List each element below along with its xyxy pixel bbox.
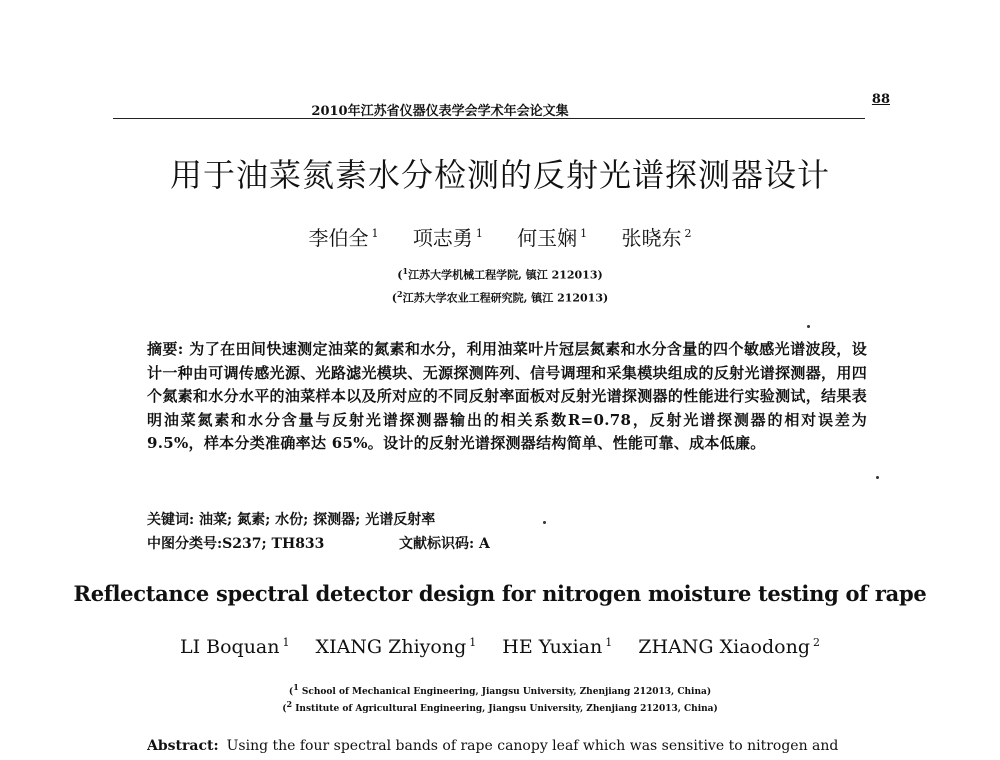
abstract-cn [147, 338, 867, 456]
clc-value: S237; TH833 [222, 536, 325, 552]
author-cn: 项志勇 $^1$ [412, 226, 483, 250]
author-cn: 李伯全 $^1$ [308, 226, 379, 250]
doc-code-label: 文献标识码: [399, 536, 475, 552]
authors-en [0, 636, 1000, 658]
author-en: HE Yuxian $^1$ [502, 636, 613, 659]
clc-label: 中图分类号: [147, 536, 223, 552]
classification-line [147, 533, 867, 553]
keywords-cn [147, 509, 867, 529]
scan-speck [543, 521, 546, 524]
paper-title-cn: 用于油菜氮素水分检测的反射光谱探测器设计 [169, 156, 830, 194]
header-divider [113, 118, 865, 119]
affiliation-en-2: ($^2$ Institute of Agricultural Engineering, Jiangsu University, Zhenjiang 212013, China) [282, 699, 718, 714]
paper-title-en: Reflectance spectral detector design for nitrogen moisture testing of rape [73, 581, 927, 606]
author-en: XIANG Zhiyong $^1$ [315, 636, 477, 659]
authors-cn [0, 222, 1000, 251]
running-header: 2010年江苏省仪器仪表学会学术年会论文集 [311, 104, 569, 119]
affiliation-en-1: ($^1$ School of Mechanical Engineering, Jiangsu University, Zhenjiang 212013, China) [288, 682, 712, 697]
document-code [399, 533, 490, 553]
abstract-cn-label: 摘要: [147, 340, 184, 358]
abstract-en [147, 738, 867, 754]
abstract-en-text: Using the four spectral bands of rape canopy leaf which was sensitive to nitrogen and [226, 738, 839, 754]
scan-speck [807, 325, 810, 328]
page-number: 88 [871, 92, 890, 107]
keywords-cn-text: 油菜; 氮素; 水份; 探测器; 光谱反射率 [199, 512, 436, 528]
author-cn: 何玉娴 $^1$ [517, 226, 588, 250]
abstract-cn-text: 为了在田间快速测定油菜的氮素和水分，利用油菜叶片冠层氮素和水分含量的四个敏感光谱波段，设计一种由可调传感光源、光路滤光模块、无源探测阵列、信号调理和采集模块组成的反射光谱探测器，用四个氮素和水分水平的油菜样本以及所对应的不同反射率面板对反射光谱探测器的性能进行实验测试，结果表明油菜氮素和水分含量与反射光谱探测器输出的相关系数R=0.78，反射光谱探测器的相对误差为 9.5%，样本分类准确率达 65%。设计的反射光谱探测器结构简单、性能可靠、成本低廉。 [147, 340, 867, 452]
author-en: LI Boquan $^1$ [179, 636, 290, 659]
abstract-en-label: Abstract: [147, 738, 219, 754]
affiliation-cn-2: ($^2$江苏大学农业工程研究院, 镇江 212013) [391, 289, 609, 305]
author-en: ZHANG Xiaodong $^2$ [638, 636, 821, 659]
affiliation-cn-1: ($^1$江苏大学机械工程学院, 镇江 212013) [397, 266, 603, 282]
author-cn: 张晓东 $^2$ [621, 226, 692, 250]
doc-code-value: A [479, 536, 490, 552]
keywords-cn-label: 关键词: [147, 512, 195, 528]
scan-speck [876, 476, 879, 479]
